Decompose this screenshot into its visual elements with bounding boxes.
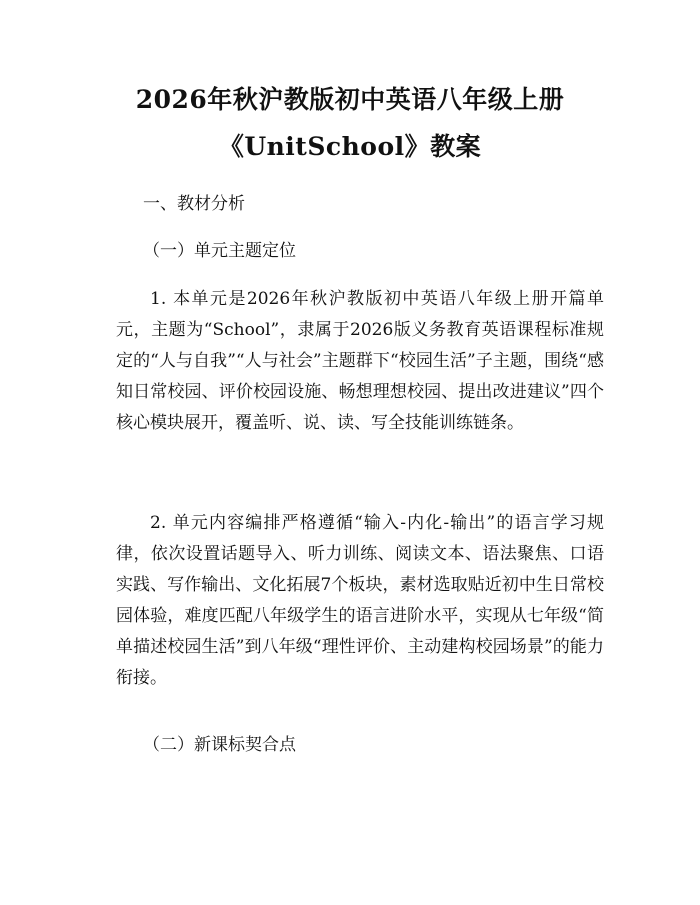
paragraph-unit-overview: 1. 本单元是2026年秋沪教版初中英语八年级上册开篇单元，主题为“School”，隶属于2026版义务教育英语课程标准规定的“人与自我”“人与社会”主题群下“校园生活”子主题，围绕“感知日常校园、评价校园设施、畅想理想校园、提出改进建议”四个核心模块展开，覆盖听、说、读、写全技能训练链条。: [116, 289, 604, 433]
subsection-heading-unit-theme: （一）单元主题定位: [143, 241, 296, 261]
document-title-line-1: 2026年秋沪教版初中英语八年级上册: [135, 85, 565, 114]
paragraph-unit-structure: 2. 单元内容编排严格遵循“输入-内化-输出”的语言学习规律，依次设置话题导入、听力训练、阅读文本、语法聚焦、口语实践、写作输出、文化拓展7个板块，素材选取贴近初中生日常校园体验，难度匹配八年级学生的语言进阶水平，实现从七年级“简单描述校园生活”到八年级“理性评价、主动建构校园场景”的能力衔接。: [116, 513, 604, 688]
section-heading-textbook-analysis: 一、教材分析: [143, 194, 245, 214]
subsection-heading-curriculum-fit: （二）新课标契合点: [143, 735, 296, 755]
document-title-line-2: 《UnitSchool》教案: [218, 132, 482, 161]
